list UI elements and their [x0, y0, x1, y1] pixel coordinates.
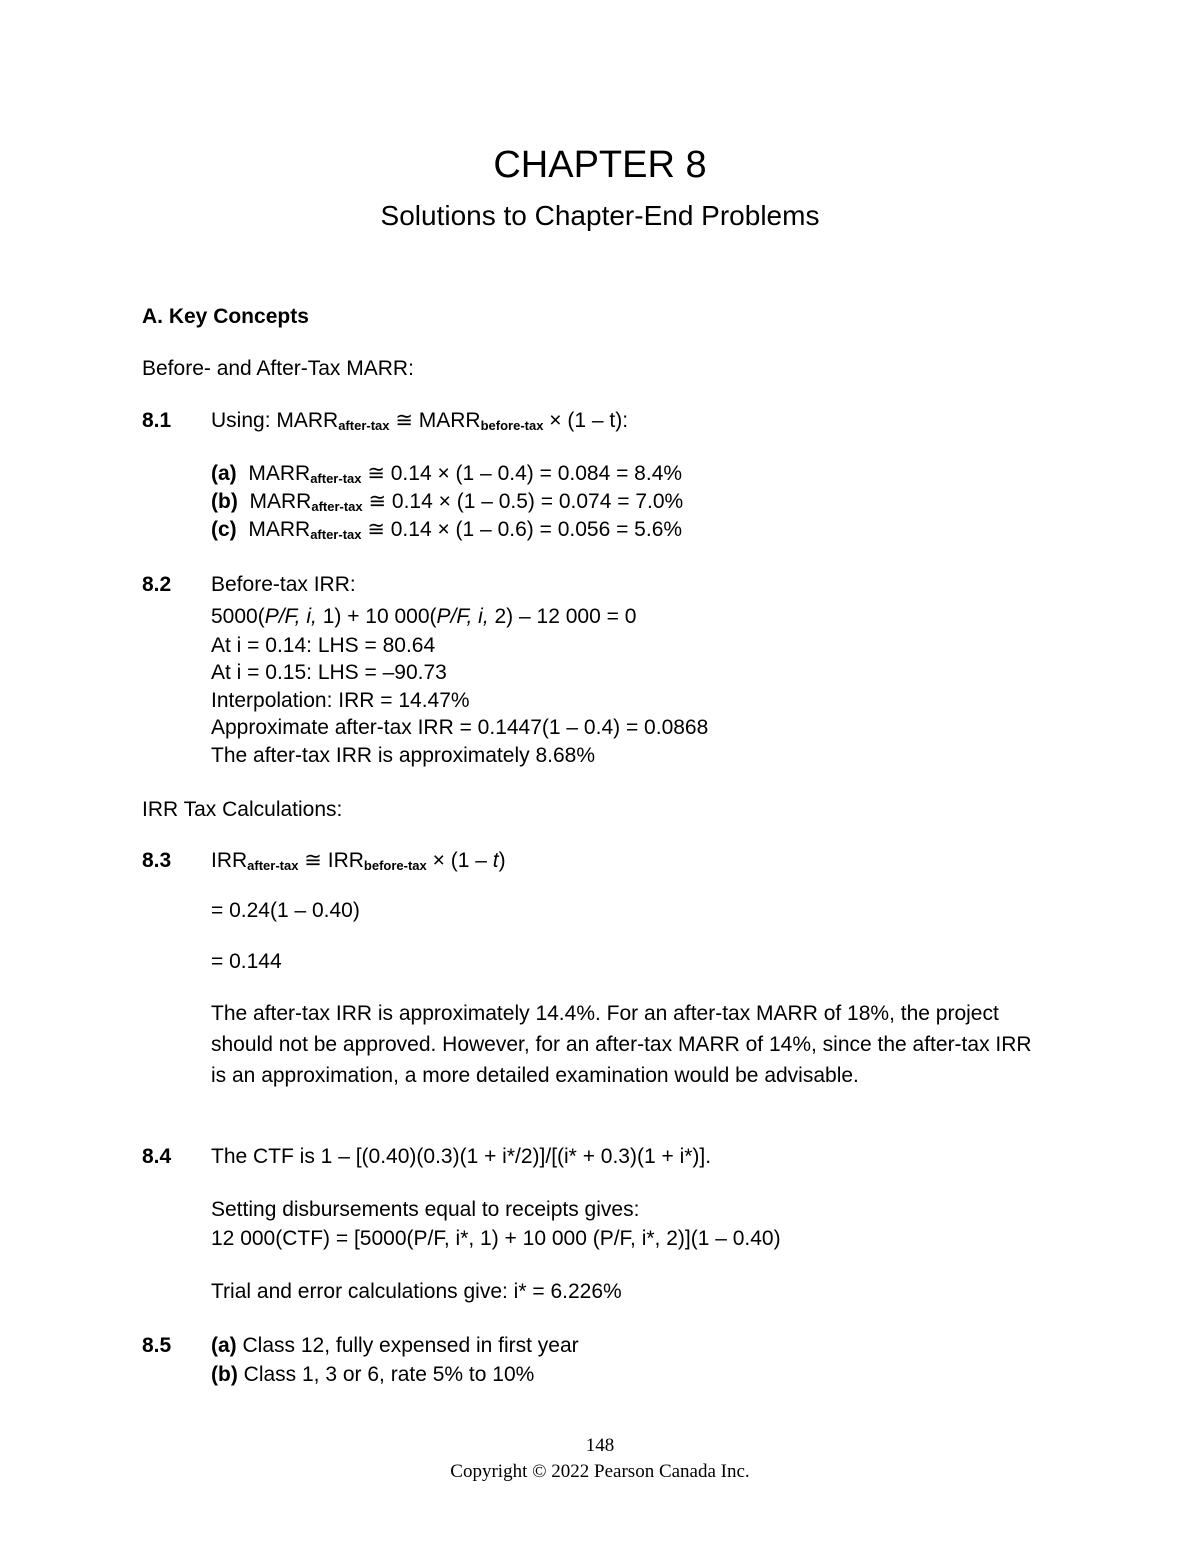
section-heading: A. Key Concepts	[142, 305, 309, 328]
text-line: Interpolation: IRR = 14.47%	[211, 689, 470, 712]
answer-8-5-a: (a) Class 12, fully expensed in first year	[211, 1334, 579, 1357]
problem-number-8-3: 8.3	[142, 849, 172, 872]
equation-line: 5000(P/F, i, 1) + 10 000(P/F, i, 2) – 12 000 = 0	[211, 605, 637, 628]
formula-marr: Using: $MARR_{after-tax}$ ≅ $MARR_{before-tax} \times (1 - t)$:	[211, 409, 629, 433]
text-line: Setting disbursements equal to receipts gives:	[211, 1198, 640, 1221]
text-line: Trial and error calculations give: i* = 6.226%	[211, 1280, 622, 1303]
chapter-subtitle: Solutions to Chapter-End Problems	[380, 200, 820, 231]
topic-heading-irr: IRR Tax Calculations:	[142, 798, 343, 821]
text-line: Before-tax IRR:	[211, 573, 356, 596]
text-line: The CTF is 1 – [(0.40)(0.3)(1 + i*/2)]/[(i* + 0.3)(1 + i*)].	[211, 1145, 712, 1168]
answer-8-1-a: (a) $MARR_{after-tax}$ ≅ 0.14 × (1 – 0.4) = 0.084 = 8.4%	[211, 462, 683, 486]
topic-heading-marr: Before- and After-Tax MARR:	[142, 357, 414, 380]
equation-line: 12 000(CTF) = [5000(P/F, i*, 1) + 10 000 (P/F, i*, 2)](1 – 0.40)	[211, 1227, 781, 1250]
formula-irr: $IRR_{after-tax}$ ≅ $IRR_{before-tax} \times (1 - t)$	[211, 849, 506, 873]
problem-number-8-4: 8.4	[142, 1145, 172, 1168]
paragraph: The after-tax IRR is approximately 14.4%. For an after-tax MARR of 18%, the project should not be approved. However, for an after-tax MARR of 14%, since the after-tax IRR is an approximation, a more detailed examination would be advisable.	[211, 1002, 1032, 1087]
chapter-title: CHAPTER 8	[493, 144, 707, 186]
answer-8-1-b: (b) $MARR_{after-tax}$ ≅ 0.14 × (1 – 0.5) = 0.074 = 7.0%	[211, 490, 684, 514]
text-line: Approximate after-tax IRR = 0.1447(1 – 0.4) = 0.0868	[211, 716, 709, 739]
answer-8-1-c: (c) $MARR_{after-tax}$ ≅ 0.14 × (1 – 0.6) = 0.056 = 5.6%	[211, 518, 683, 542]
text-line: At i = 0.14: LHS = 80.64	[211, 634, 436, 657]
problem-number-8-5: 8.5	[142, 1334, 172, 1357]
problem-number-8-2: 8.2	[142, 573, 172, 596]
answer-8-5-b: (b) Class 1, 3 or 6, rate 5% to 10%	[211, 1363, 535, 1386]
page-number: 148	[585, 1435, 615, 1456]
copyright-notice: Copyright © 2022 Pearson Canada Inc.	[450, 1461, 750, 1482]
text-line: The after-tax IRR is approximately 8.68%	[211, 744, 595, 767]
text-line: = 0.24(1 – 0.40)	[211, 899, 360, 922]
text-line: = 0.144	[211, 950, 282, 973]
text-line: At i = 0.15: LHS = –90.73	[211, 661, 447, 684]
problem-number-8-1: 8.1	[142, 409, 172, 432]
